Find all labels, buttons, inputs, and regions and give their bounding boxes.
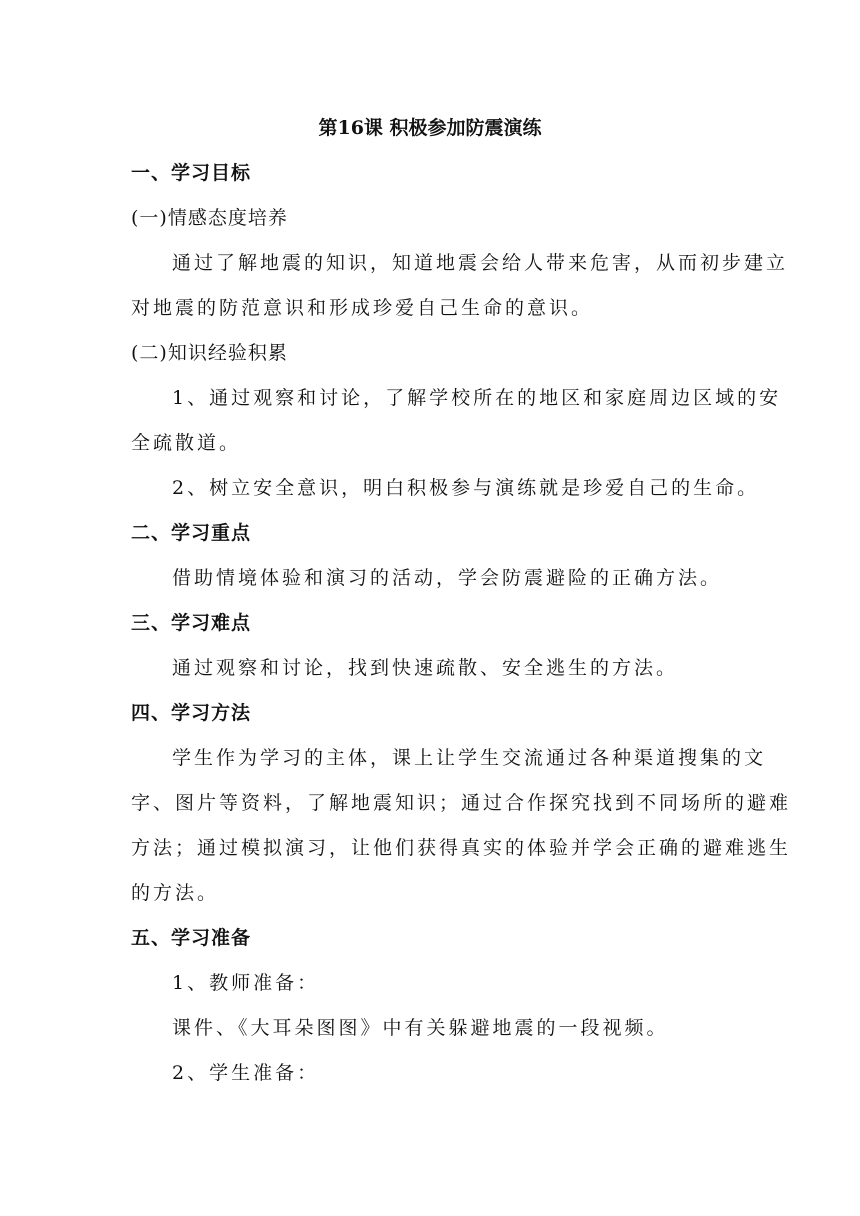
paragraph-line: 借助情境体验和演习的活动，学会防震避险的正确方法。 [172, 567, 723, 589]
paragraph-line: 2、学生准备： [172, 1062, 320, 1084]
paragraph-line: 通过观察和讨论，找到快速疏散、安全逃生的方法。 [172, 657, 679, 679]
paragraph-line: 2、树立安全意识，明白积极参与演练就是珍爱自己的生命。 [172, 477, 760, 499]
paragraph-line: 的方法。 [131, 882, 220, 904]
paragraph-line: 1、通过观察和讨论，了解学校所在的地区和家庭周边区域的安 [172, 387, 782, 409]
paragraph-line: 字、图片等资料，了解地震知识；通过合作探究找到不同场所的避难 [131, 792, 792, 814]
paragraph-line: 课件、《大耳朵图图》中有关躲避地震的一段视频。 [172, 1017, 669, 1039]
section-heading-difficulties: 三、学习难点 [131, 612, 252, 634]
page-title: 第16课 积极参加防震演练 [318, 117, 542, 139]
paragraph-line: 学生作为学习的主体，课上让学生交流通过各种渠道搜集的文 [172, 747, 767, 769]
paragraph-line: 对地震的防范意识和形成珍爱自己生命的意识。 [131, 297, 594, 319]
paragraph-line: 通过了解地震的知识，知道地震会给人带来危害，从而初步建立 [172, 252, 789, 274]
subsection-heading-attitude: (一)情感态度培养 [131, 207, 288, 229]
section-heading-methods: 四、学习方法 [131, 702, 252, 724]
section-heading-key-points: 二、学习重点 [131, 522, 252, 544]
subsection-heading-knowledge: (二)知识经验积累 [131, 342, 288, 364]
section-heading-goals: 一、学习目标 [131, 162, 252, 184]
paragraph-line: 全疏散道。 [131, 432, 242, 454]
paragraph-line: 1、教师准备： [172, 972, 320, 994]
section-heading-preparation: 五、学习准备 [131, 927, 252, 949]
paragraph-line: 方法；通过模拟演习，让他们获得真实的体验并学会正确的避难逃生 [131, 837, 792, 859]
